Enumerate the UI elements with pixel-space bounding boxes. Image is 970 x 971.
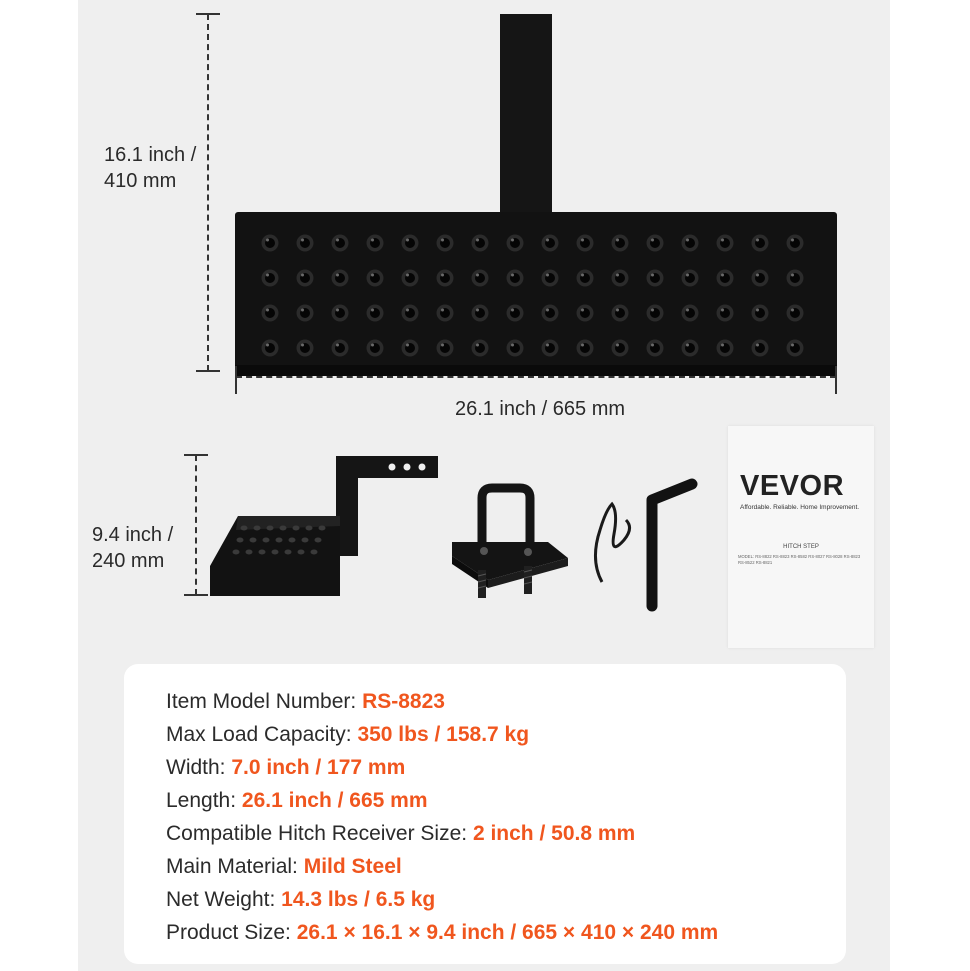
spec-value: 14.3 lbs / 6.5 kg: [281, 888, 436, 911]
manual-title: HITCH STEP: [783, 544, 819, 550]
spec-label: Net Weight:: [166, 888, 282, 911]
height-dimension-line2: 410 mm: [104, 170, 177, 192]
height-dimension-line1: 16.1 inch /: [104, 144, 197, 166]
spec-row-model: [166, 688, 445, 716]
manual-tagline: Affordable. Reliable. Home Improvement.: [740, 504, 860, 511]
manual-brand-logo: VEVOR: [740, 470, 845, 502]
spec-row-material: [166, 853, 402, 881]
spec-label: Max Load Capacity:: [166, 723, 358, 746]
spec-value: 26.1 × 16.1 × 9.4 inch / 665 × 410 × 240 mm: [296, 921, 719, 944]
manual-model-text: MODEL: RS-8822 RS-8823 RS-8582 RS-8027 RS-8028 RS-8823 RS-8522 RS-8821: [738, 554, 861, 565]
spec-label: Item Model Number:: [166, 690, 363, 713]
spec-label: Width:: [166, 756, 232, 779]
spec-value: Mild Steel: [303, 855, 402, 878]
spec-value: 7.0 inch / 177 mm: [231, 756, 406, 779]
length-dimension-label: 26.1 inch / 665 mm: [454, 398, 626, 420]
spec-value: 2 inch / 50.8 mm: [472, 822, 636, 845]
spec-value: RS-8823: [362, 690, 445, 713]
spec-label: Main Material:: [166, 855, 304, 878]
side-dimension-line2: 240 mm: [92, 550, 165, 572]
spec-value: 26.1 inch / 665 mm: [241, 789, 428, 812]
spec-label: Compatible Hitch Receiver Size:: [166, 822, 473, 845]
spec-card: [124, 664, 846, 964]
spec-row-load-capacity: [166, 721, 529, 749]
side-dimension-line1: 9.4 inch /: [92, 524, 174, 546]
spec-value: 350 lbs / 158.7 kg: [357, 723, 530, 746]
spec-label: Product Size:: [166, 921, 297, 944]
spec-row-product-size: [166, 919, 718, 947]
spec-label: Length:: [166, 789, 242, 812]
spec-row-length: [166, 787, 428, 815]
spec-row-net-weight: [166, 886, 435, 914]
spec-row-width: [166, 754, 405, 782]
spec-row-receiver-size: [166, 820, 635, 848]
instruction-manual: [728, 426, 874, 648]
